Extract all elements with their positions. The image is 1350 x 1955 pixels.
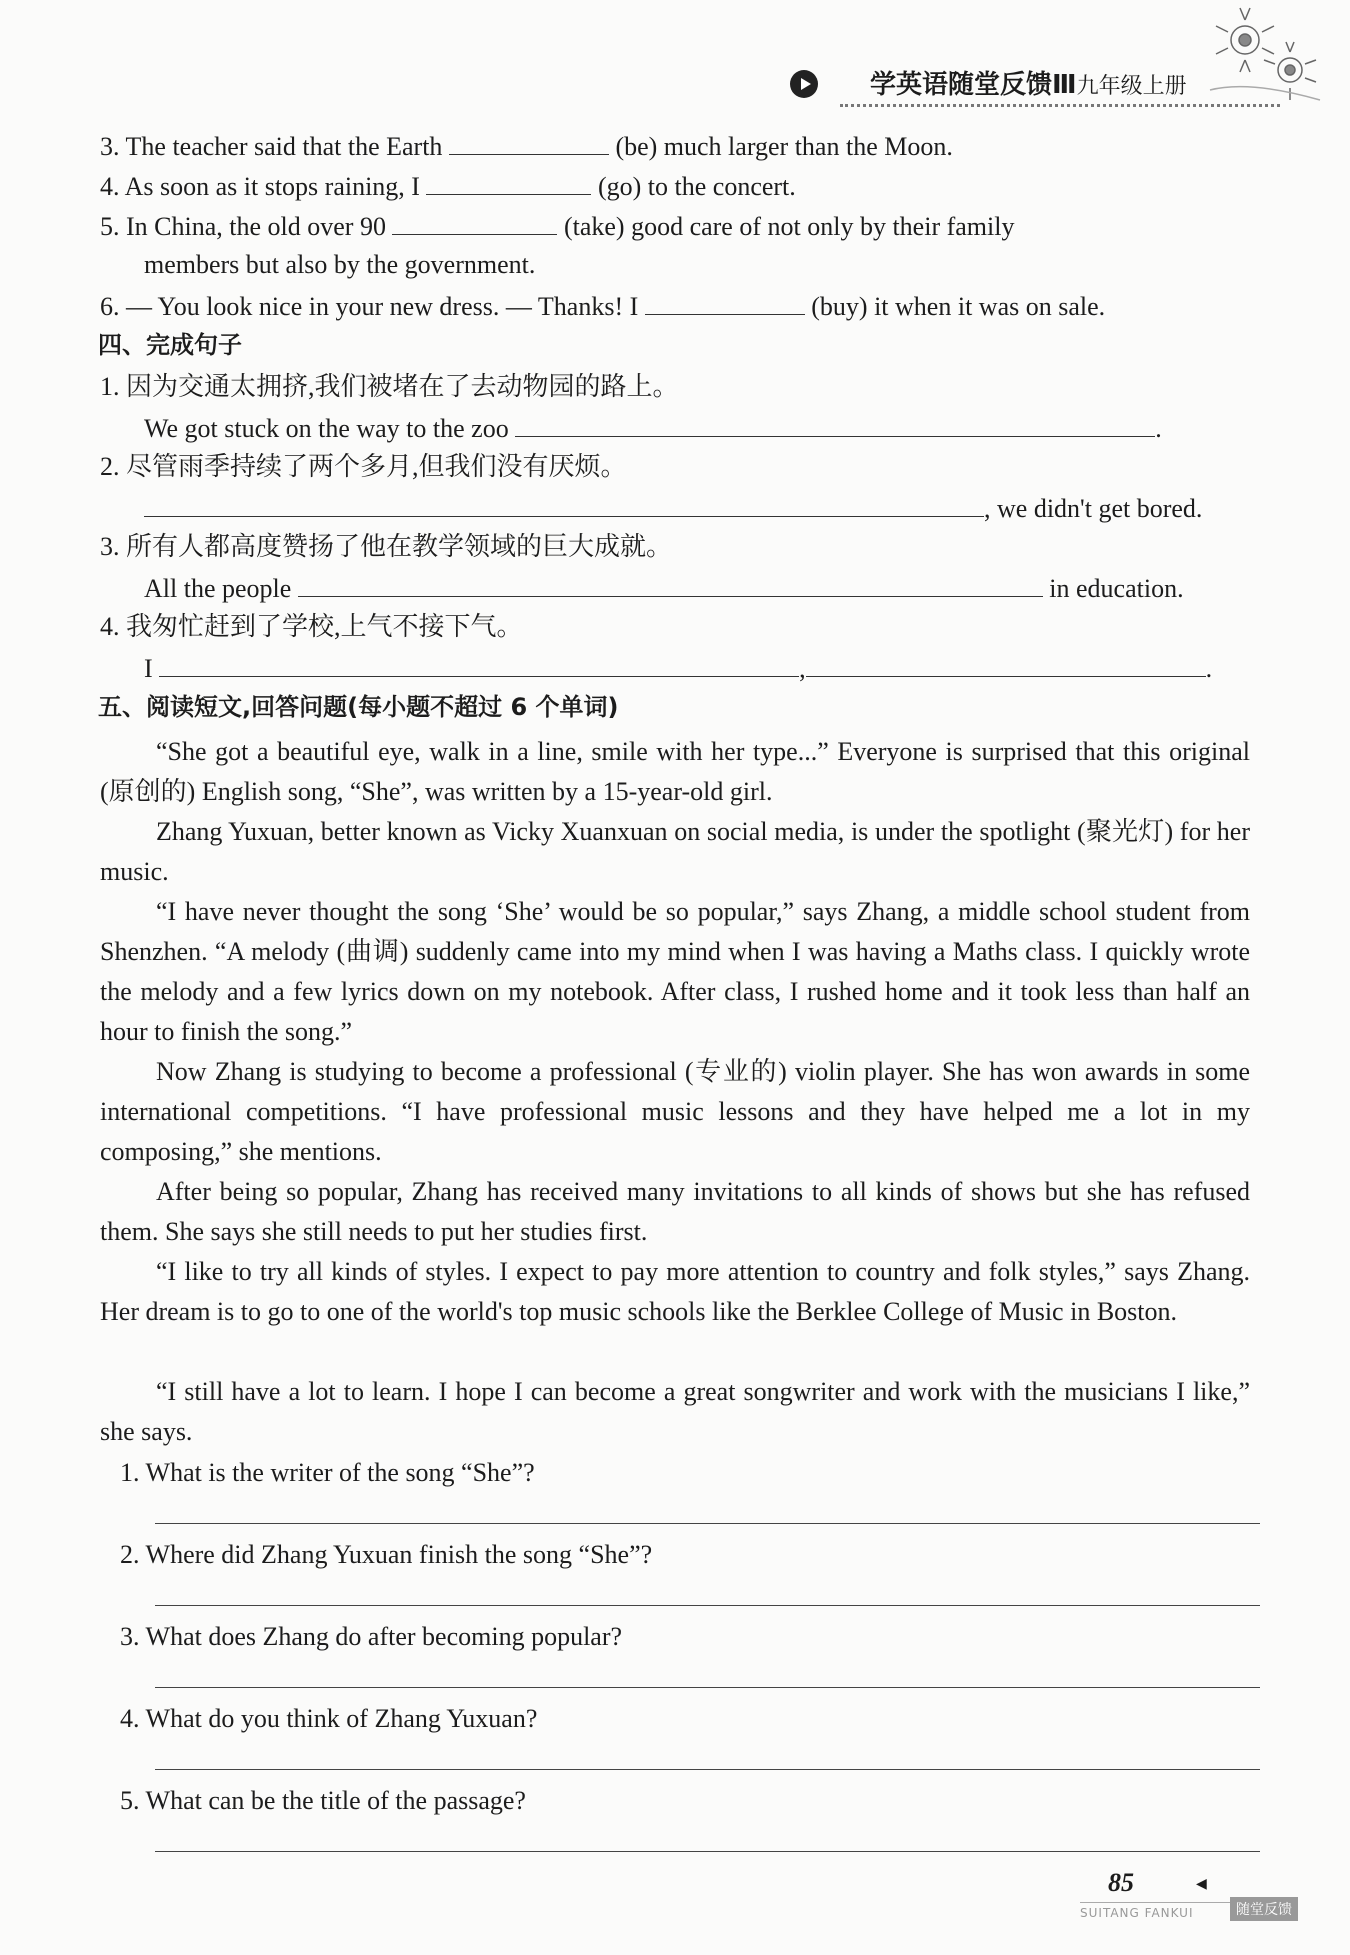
passage-paragraph: “I still have a lot to learn. I hope I can become a great songwriter and work with the musicians I like,” she says. [100,1377,1250,1446]
section-5-title: 五、阅读短文,回答问题(每小题不超过 6 个单词) [98,693,619,721]
answer-blank[interactable] [806,650,1206,677]
answer-line[interactable] [155,1769,1260,1770]
s4-item-3-en [144,570,1184,606]
question-2 [120,1538,652,1572]
question-text: What is the writer of the song “She”? [145,1458,535,1487]
item-text: members but also by the government. [144,250,536,279]
item-hint: (buy) it when it was on sale. [811,292,1106,321]
answer-blank[interactable] [449,128,609,155]
question-4 [120,1702,537,1736]
fill-item-4 [100,168,796,204]
sunflower-decoration-icon [1190,0,1340,120]
answer-line[interactable] [155,1851,1260,1852]
passage-paragraph: Now Zhang is studying to become a professional (专业的) violin player. She has won awards in some international competitions. “I have professional music lessons and they have helped me a lot in my composing,” she mentions. [100,1057,1250,1166]
question-1 [120,1456,535,1490]
answer-blank[interactable] [426,168,591,195]
answer-line[interactable] [155,1605,1260,1606]
answer-blank[interactable] [298,570,1043,597]
question-text: What can be the title of the passage? [145,1786,526,1815]
answer-line[interactable] [155,1523,1260,1524]
item-number: 4. [100,612,120,641]
item-chinese: 我匆忙赶到了学校,上气不接下气。 [126,612,523,641]
question-number: 3. [120,1622,140,1651]
s4-item-4-en [144,650,1212,686]
play-icon [790,70,818,98]
item-text: in education. [1049,574,1184,603]
answer-blank[interactable] [392,208,557,235]
item-number: 1. [100,372,120,401]
item-text: I [144,654,153,683]
item-chinese: 因为交通太拥挤,我们被堵在了去动物园的路上。 [126,372,679,401]
question-number: 4. [120,1704,140,1733]
fill-item-5-continued [144,248,535,282]
item-text: The teacher said that the Earth [125,132,443,161]
item-text: In China, the old over 90 [126,212,386,241]
question-text: Where did Zhang Yuxuan finish the song “She”? [145,1540,653,1569]
section-4-title: 四、完成句子 [98,331,242,359]
passage-paragraph: After being so popular, Zhang has received many invitations to all kinds of shows but she has refused them. She says she still needs to put her studies first. [100,1177,1250,1246]
item-number: 3. [100,132,120,161]
answer-blank[interactable] [159,650,799,677]
question-number: 2. [120,1540,140,1569]
footer-brand-badge: 随堂反馈 [1230,1897,1298,1921]
s4-item-2-en [144,490,1202,526]
item-hint: (be) much larger than the Moon. [615,132,953,161]
book-title [870,64,1187,101]
footer-brand-en: SUITANG FANKUI [1080,1906,1194,1920]
passage-paragraph: “She got a beautiful eye, walk in a line, smile with her type...” Everyone is surprised that this original (原创的) English song, “She”, was written by a 15-year-old girl. [100,737,1250,806]
item-text: All the people [144,574,292,603]
answer-line[interactable] [155,1687,1260,1688]
book-subtitle: 九年级上册 [1076,74,1187,99]
question-text: What does Zhang do after becoming popular? [145,1622,623,1651]
passage-paragraph: “I like to try all kinds of styles. I expect to pay more attention to country and folk styles,” says Zhang. Her dream is to go to one of the world's top music schools like the Berklee College of Music in Boston. [100,1257,1250,1326]
passage-paragraph: “I have never thought the song ‘She’ would be so popular,” says Zhang, a middle school student from Shenzhen. “A melody (曲调) suddenly came into my mind when I was having a Maths class. I quickly wrote the melody and a few lyrics down on my notebook. After class, I rushed home and it took less than half an hour to finish the song.” [100,897,1250,1046]
item-text: , [799,654,806,683]
item-hint: (go) to the concert. [597,172,796,201]
item-number: 4. [100,172,120,201]
fill-item-3 [100,128,953,164]
s4-item-3-cn [100,530,672,564]
item-text: . [1205,654,1213,683]
item-text: — You look nice in your new dress. — Thanks! I [126,292,639,321]
item-chinese: 所有人都高度赞扬了他在教学领域的巨大成就。 [126,532,673,561]
item-number: 2. [100,452,120,481]
question-3 [120,1620,622,1654]
item-chinese: 尽管雨季持续了两个多月,但我们没有厌烦。 [126,452,627,481]
s4-item-1-cn [100,370,679,404]
item-text: . [1155,414,1162,443]
answer-blank[interactable] [144,490,984,517]
fill-item-5 [100,208,1014,244]
answer-blank[interactable] [515,410,1155,437]
item-number: 6. [100,292,120,321]
s4-item-1-en [144,410,1162,446]
passage-paragraph: Zhang Yuxuan, better known as Vicky Xuanxuan on social media, is under the spotlight (聚光灯) for her music. [100,817,1250,886]
fill-item-6 [100,288,1105,324]
volume-mark: Ⅲ [1052,70,1077,100]
answer-blank[interactable] [645,288,805,315]
s4-item-4-cn [100,610,523,644]
page-number: 85 [1108,1868,1134,1897]
item-number: 3. [100,532,120,561]
arrow-left-icon: ◀ [1196,1877,1207,1892]
question-number: 5. [120,1786,140,1815]
item-text: We got stuck on the way to the zoo [144,414,509,443]
item-hint: (take) good care of not only by their family [563,212,1015,241]
s4-item-2-cn [100,450,627,484]
question-5 [120,1784,526,1818]
book-title-text: 学英语随堂反馈 [870,70,1053,100]
item-text: As soon as it stops raining, I [124,172,420,201]
question-number: 1. [120,1458,140,1487]
question-text: What do you think of Zhang Yuxuan? [145,1704,538,1733]
item-number: 5. [100,212,120,241]
item-text: , we didn't get bored. [984,494,1203,523]
